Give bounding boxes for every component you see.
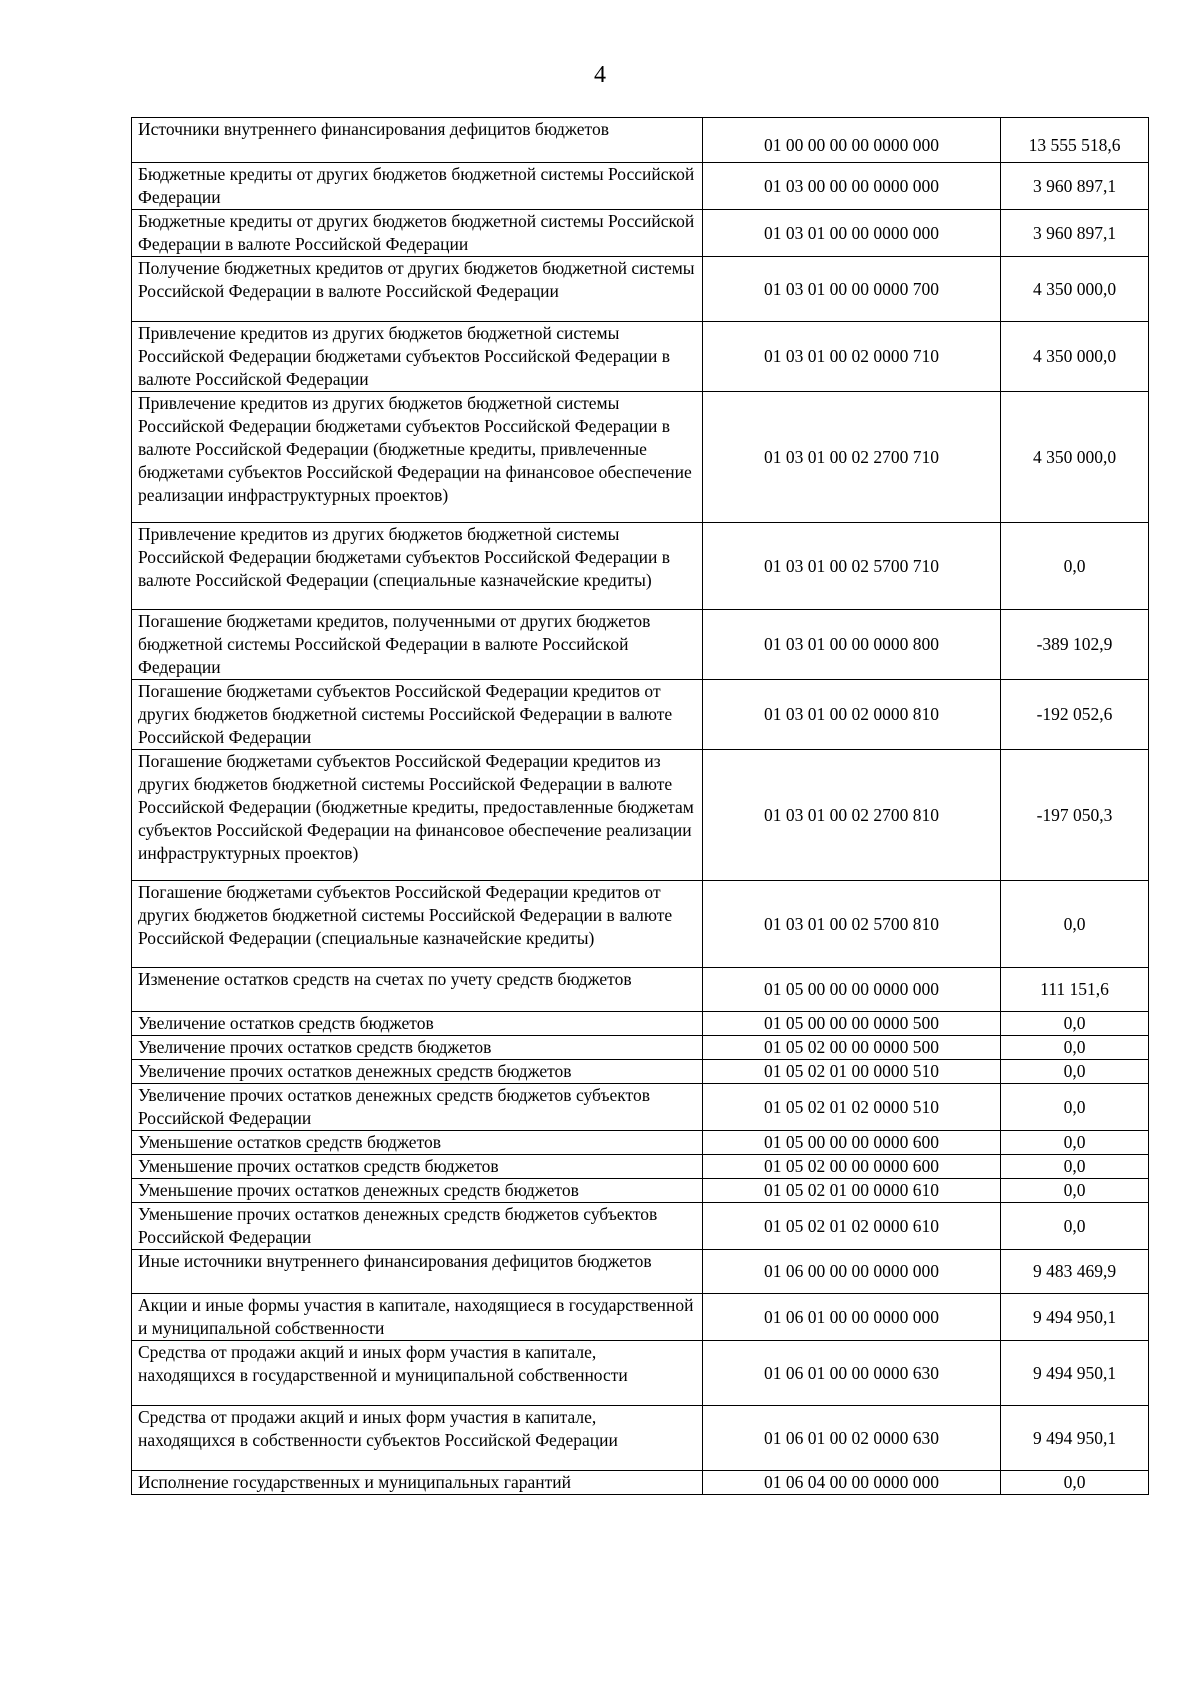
row-name-cell: Увеличение прочих остатков денежных средств бюджетов — [132, 1060, 703, 1084]
table-row — [132, 1341, 1149, 1406]
table-row — [132, 118, 1149, 163]
table-row — [132, 392, 1149, 523]
row-code-cell: 01 06 01 00 00 0000 000 — [703, 1294, 1001, 1341]
table-row — [132, 1131, 1149, 1155]
row-amount-cell: 3 960 897,1 — [1001, 210, 1149, 257]
row-name-cell: Иные источники внутреннего финансирования дефицитов бюджетов — [132, 1250, 703, 1294]
row-name-cell: Исполнение государственных и муниципальных гарантий — [132, 1471, 703, 1495]
table-row — [132, 523, 1149, 610]
row-code-cell: 01 06 04 00 00 0000 000 — [703, 1471, 1001, 1495]
row-amount-cell: 0,0 — [1001, 1012, 1149, 1036]
row-amount-cell: 9 494 950,1 — [1001, 1341, 1149, 1406]
row-code-cell: 01 05 02 00 00 0000 500 — [703, 1036, 1001, 1060]
row-amount-cell: 3 960 897,1 — [1001, 163, 1149, 210]
row-code-cell: 01 06 01 00 00 0000 630 — [703, 1341, 1001, 1406]
row-name-cell: Уменьшение остатков средств бюджетов — [132, 1131, 703, 1155]
table-row — [132, 1155, 1149, 1179]
table-row — [132, 1203, 1149, 1250]
row-amount-cell: 4 350 000,0 — [1001, 392, 1149, 523]
row-name-cell: Привлечение кредитов из других бюджетов бюджетной системы Российской Федерации бюджетами субъектов Российской Федерации в валюте Российской Федерации (бюджетные кредиты, привлеченные бюджетами субъектов Российской Федерации на финансовое обеспечение реализации инфраструктурных проектов) — [132, 392, 703, 523]
table-row — [132, 1179, 1149, 1203]
table-row — [132, 1036, 1149, 1060]
row-amount-cell: 0,0 — [1001, 1203, 1149, 1250]
row-name-cell: Бюджетные кредиты от других бюджетов бюджетной системы Российской Федерации — [132, 163, 703, 210]
table-row — [132, 257, 1149, 322]
row-name-cell: Бюджетные кредиты от других бюджетов бюджетной системы Российской Федерации в валюте Российской Федерации — [132, 210, 703, 257]
row-amount-cell: 0,0 — [1001, 881, 1149, 968]
row-name-cell: Увеличение прочих остатков средств бюджетов — [132, 1036, 703, 1060]
row-amount-cell: 0,0 — [1001, 1179, 1149, 1203]
table-row — [132, 322, 1149, 392]
row-amount-cell: -389 102,9 — [1001, 610, 1149, 680]
row-code-cell: 01 03 00 00 00 0000 000 — [703, 163, 1001, 210]
table-row — [132, 1250, 1149, 1294]
row-code-cell: 01 03 01 00 02 0000 710 — [703, 322, 1001, 392]
page-number: 4 — [594, 62, 606, 88]
row-amount-cell: 0,0 — [1001, 1131, 1149, 1155]
row-name-cell: Привлечение кредитов из других бюджетов бюджетной системы Российской Федерации бюджетами субъектов Российской Федерации в валюте Российской Федерации (специальные казначейские кредиты) — [132, 523, 703, 610]
row-name-cell: Получение бюджетных кредитов от других бюджетов бюджетной системы Российской Федерации в валюте Российской Федерации — [132, 257, 703, 322]
row-amount-cell: 9 494 950,1 — [1001, 1294, 1149, 1341]
row-code-cell: 01 03 01 00 00 0000 700 — [703, 257, 1001, 322]
row-amount-cell: 111 151,6 — [1001, 968, 1149, 1012]
table-row — [132, 163, 1149, 210]
row-code-cell: 01 05 02 00 00 0000 600 — [703, 1155, 1001, 1179]
row-code-cell: 01 05 02 01 02 0000 610 — [703, 1203, 1001, 1250]
row-code-cell: 01 00 00 00 00 0000 000 — [703, 118, 1001, 163]
row-amount-cell: 13 555 518,6 — [1001, 118, 1149, 163]
row-code-cell: 01 05 02 01 00 0000 610 — [703, 1179, 1001, 1203]
table-row — [132, 610, 1149, 680]
table-row — [132, 210, 1149, 257]
row-name-cell: Привлечение кредитов из других бюджетов бюджетной системы Российской Федерации бюджетами субъектов Российской Федерации в валюте Российской Федерации — [132, 322, 703, 392]
row-name-cell: Увеличение прочих остатков денежных средств бюджетов субъектов Российской Федерации — [132, 1084, 703, 1131]
table-row — [132, 1012, 1149, 1036]
table-row — [132, 1060, 1149, 1084]
row-name-cell: Средства от продажи акций и иных форм участия в капитале, находящихся в собственности субъектов Российской Федерации — [132, 1406, 703, 1471]
budget-sources-table — [131, 117, 1149, 1495]
row-name-cell: Погашение бюджетами кредитов, полученными от других бюджетов бюджетной системы Российской Федерации в валюте Российской Федерации — [132, 610, 703, 680]
table-row — [132, 881, 1149, 968]
row-code-cell: 01 03 01 00 02 0000 810 — [703, 680, 1001, 750]
row-amount-cell: 4 350 000,0 — [1001, 322, 1149, 392]
row-code-cell: 01 06 00 00 00 0000 000 — [703, 1250, 1001, 1294]
table-row — [132, 1471, 1149, 1495]
table-row — [132, 750, 1149, 881]
row-name-cell: Изменение остатков средств на счетах по учету средств бюджетов — [132, 968, 703, 1012]
table-row — [132, 968, 1149, 1012]
row-name-cell: Погашение бюджетами субъектов Российской Федерации кредитов от других бюджетов бюджетной системы Российской Федерации в валюте Российской Федерации — [132, 680, 703, 750]
row-code-cell: 01 05 00 00 00 0000 600 — [703, 1131, 1001, 1155]
row-name-cell: Акции и иные формы участия в капитале, находящиеся в государственной и муниципальной собственности — [132, 1294, 703, 1341]
row-amount-cell: -192 052,6 — [1001, 680, 1149, 750]
row-code-cell: 01 03 01 00 02 2700 710 — [703, 392, 1001, 523]
table-row — [132, 680, 1149, 750]
row-code-cell: 01 03 01 00 02 5700 810 — [703, 881, 1001, 968]
row-code-cell: 01 03 01 00 00 0000 000 — [703, 210, 1001, 257]
table-row — [132, 1294, 1149, 1341]
row-name-cell: Источники внутреннего финансирования дефицитов бюджетов — [132, 118, 703, 163]
row-code-cell: 01 03 01 00 02 2700 810 — [703, 750, 1001, 881]
row-amount-cell: 0,0 — [1001, 1155, 1149, 1179]
row-code-cell: 01 05 02 01 02 0000 510 — [703, 1084, 1001, 1131]
row-amount-cell: -197 050,3 — [1001, 750, 1149, 881]
row-amount-cell: 0,0 — [1001, 1060, 1149, 1084]
row-amount-cell: 9 494 950,1 — [1001, 1406, 1149, 1471]
row-name-cell: Погашение бюджетами субъектов Российской Федерации кредитов от других бюджетов бюджетной системы Российской Федерации в валюте Российской Федерации (специальные казначейские кредиты) — [132, 881, 703, 968]
row-amount-cell: 0,0 — [1001, 1036, 1149, 1060]
row-name-cell: Средства от продажи акций и иных форм участия в капитале, находящихся в государственной и муниципальной собственности — [132, 1341, 703, 1406]
row-amount-cell: 0,0 — [1001, 523, 1149, 610]
row-amount-cell: 4 350 000,0 — [1001, 257, 1149, 322]
row-code-cell: 01 06 01 00 02 0000 630 — [703, 1406, 1001, 1471]
table-body — [132, 118, 1149, 1495]
row-code-cell: 01 03 01 00 02 5700 710 — [703, 523, 1001, 610]
row-code-cell: 01 03 01 00 00 0000 800 — [703, 610, 1001, 680]
row-amount-cell: 9 483 469,9 — [1001, 1250, 1149, 1294]
row-name-cell: Уменьшение прочих остатков денежных средств бюджетов субъектов Российской Федерации — [132, 1203, 703, 1250]
table-row — [132, 1406, 1149, 1471]
row-name-cell: Уменьшение прочих остатков средств бюджетов — [132, 1155, 703, 1179]
row-code-cell: 01 05 00 00 00 0000 000 — [703, 968, 1001, 1012]
table-row — [132, 1084, 1149, 1131]
row-name-cell: Уменьшение прочих остатков денежных средств бюджетов — [132, 1179, 703, 1203]
row-name-cell: Увеличение остатков средств бюджетов — [132, 1012, 703, 1036]
row-code-cell: 01 05 02 01 00 0000 510 — [703, 1060, 1001, 1084]
row-name-cell: Погашение бюджетами субъектов Российской Федерации кредитов из других бюджетов бюджетной системы Российской Федерации в валюте Российской Федерации (бюджетные кредиты, предоставленные бюджетам субъектов Российской Федерации на финансовое обеспечение реализации инфраструктурных проектов) — [132, 750, 703, 881]
row-amount-cell: 0,0 — [1001, 1471, 1149, 1495]
row-amount-cell: 0,0 — [1001, 1084, 1149, 1131]
row-code-cell: 01 05 00 00 00 0000 500 — [703, 1012, 1001, 1036]
